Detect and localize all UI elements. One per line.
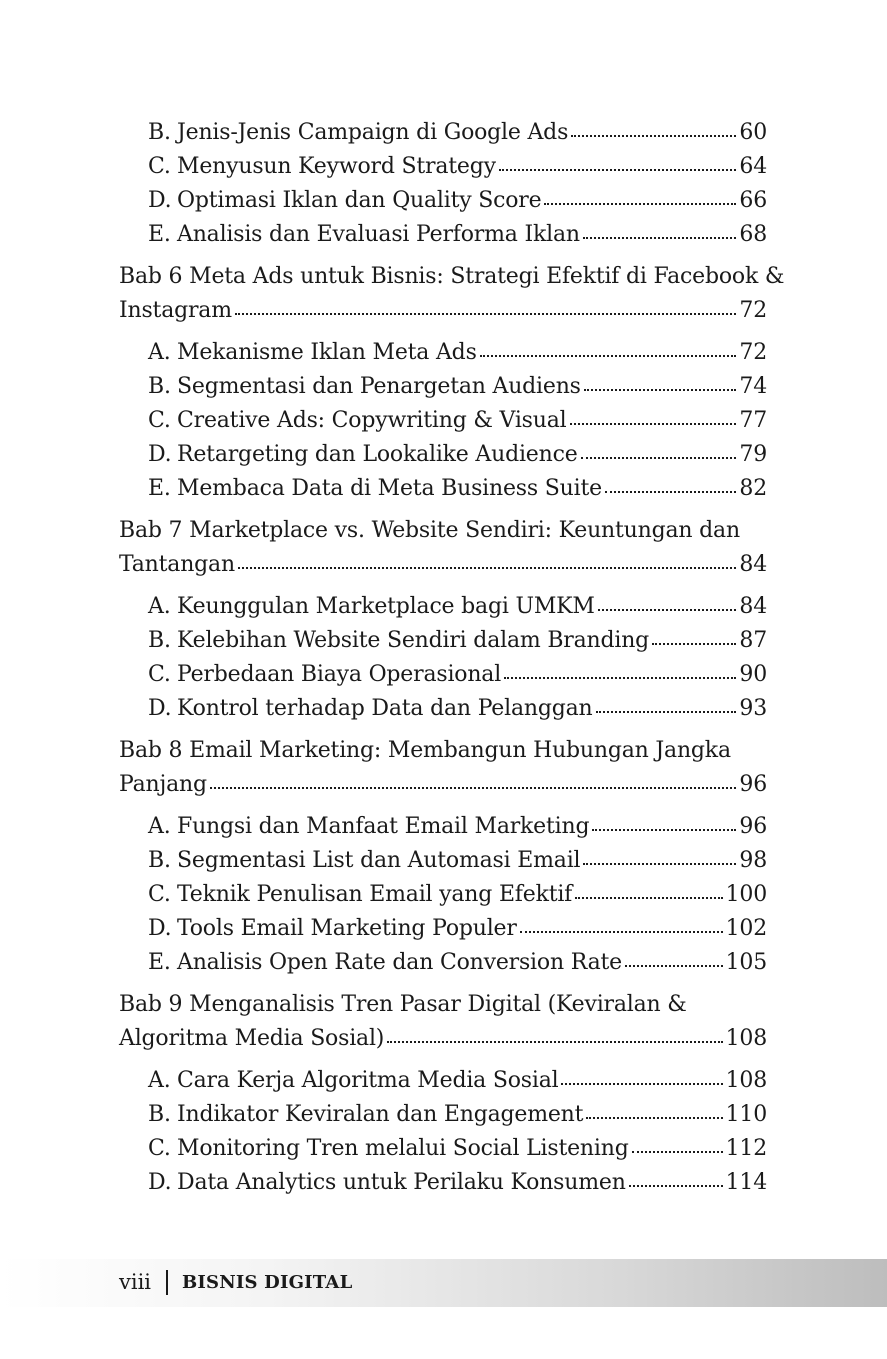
- chapter-title-line2: Panjang: [119, 772, 207, 797]
- chapter-title-line1: Bab 8 Email Marketing: Membangun Hubungan Jangka: [119, 738, 731, 763]
- subentry-letter: D.: [148, 696, 172, 721]
- footer-book-title: BISNIS DIGITAL: [182, 1272, 353, 1293]
- subentry-title: Data Analytics untuk Perilaku Konsumen: [177, 1170, 626, 1195]
- subentry-title: Cara Kerja Algoritma Media Sosial: [177, 1068, 559, 1093]
- toc-subentry: [0, 810, 887, 844]
- subentry-letter: B.: [148, 374, 171, 399]
- subentry-title: Mekanisme Iklan Meta Ads: [177, 340, 477, 365]
- subentry-title: Creative Ads: Copywriting & Visual: [177, 408, 567, 433]
- subentry-page: 90: [739, 662, 767, 687]
- dot-leader: [210, 771, 737, 791]
- subentry-page: 112: [725, 1136, 767, 1161]
- chapter-title-line2: Algoritma Media Sosial): [119, 1026, 385, 1051]
- dot-leader: [605, 475, 736, 495]
- toc-subentry: [0, 1132, 887, 1166]
- toc-subentry: [0, 218, 887, 252]
- chapter-page: 72: [739, 298, 767, 323]
- subentry-letter: C.: [148, 154, 171, 179]
- subentry-letter: B.: [148, 1102, 171, 1127]
- toc-subentry: [0, 658, 887, 692]
- subentry-title: Teknik Penulisan Email yang Efektif: [177, 882, 573, 907]
- toc-subentry: [0, 472, 887, 506]
- subentry-letter: B.: [148, 120, 171, 145]
- subentry-page: 82: [739, 476, 767, 501]
- dot-leader: [629, 1169, 723, 1189]
- dot-leader: [561, 1067, 722, 1087]
- subentry-title: Fungsi dan Manfaat Email Marketing: [177, 814, 590, 839]
- subentry-letter: B.: [148, 848, 171, 873]
- toc-subentry: [0, 150, 887, 184]
- chapter-title-line1: Bab 7 Marketplace vs. Website Sendiri: Keuntungan dan: [119, 518, 740, 543]
- subentry-title: Analisis dan Evaluasi Performa Iklan: [177, 222, 580, 247]
- dot-leader: [652, 627, 736, 647]
- toc-subentry: [0, 336, 887, 370]
- dot-leader: [544, 187, 736, 207]
- subentry-page: 93: [739, 696, 767, 721]
- toc-subentry: [0, 624, 887, 658]
- subentry-title: Segmentasi dan Penargetan Audiens: [177, 374, 581, 399]
- subentry-page: 108: [725, 1068, 767, 1093]
- subentry-letter: C.: [148, 1136, 171, 1161]
- subentry-letter: D.: [148, 188, 172, 213]
- dot-leader: [632, 1135, 723, 1155]
- subentry-letter: A.: [148, 1068, 171, 1093]
- footer-page-number: viii: [119, 1270, 152, 1294]
- toc-subentry: [0, 946, 887, 980]
- dot-leader: [575, 881, 722, 901]
- dot-leader: [586, 1101, 722, 1121]
- toc-subentry: [0, 116, 887, 150]
- subentry-title: Keunggulan Marketplace bagi UMKM: [177, 594, 595, 619]
- dot-leader: [571, 119, 736, 139]
- subentry-page: 60: [739, 120, 767, 145]
- subentry-page: 114: [725, 1170, 767, 1195]
- table-of-contents: [0, 116, 887, 1200]
- dot-leader: [480, 339, 737, 359]
- toc-chapter-8: [0, 734, 887, 802]
- dot-leader: [583, 221, 737, 241]
- toc-subentry: [0, 878, 887, 912]
- subentry-letter: A.: [148, 340, 171, 365]
- subentry-letter: B.: [148, 628, 171, 653]
- subentry-letter: E.: [148, 950, 171, 975]
- subentry-page: 77: [739, 408, 767, 433]
- subentry-title: Indikator Keviralan dan Engagement: [177, 1102, 584, 1127]
- subentry-title: Menyusun Keyword Strategy: [177, 154, 496, 179]
- dot-leader: [520, 915, 723, 935]
- chapter-page: 96: [739, 772, 767, 797]
- subentry-page: 84: [739, 594, 767, 619]
- subentry-letter: E.: [148, 476, 171, 501]
- chapter-title-line1: Bab 6 Meta Ads untuk Bisnis: Strategi Efektif di Facebook &: [119, 264, 785, 289]
- toc-subentry: [0, 404, 887, 438]
- dot-leader: [625, 949, 723, 969]
- toc-subentry: [0, 1166, 887, 1200]
- toc-subentry: [0, 844, 887, 878]
- toc-subentry: [0, 912, 887, 946]
- subentry-title: Kontrol terhadap Data dan Pelanggan: [177, 696, 593, 721]
- dot-leader: [596, 695, 737, 715]
- subentry-page: 102: [725, 916, 767, 941]
- footer-divider: [166, 1270, 168, 1295]
- subentry-title: Kelebihan Website Sendiri dalam Branding: [177, 628, 650, 653]
- toc-subentry: [0, 184, 887, 218]
- dot-leader: [584, 373, 737, 393]
- subentry-letter: D.: [148, 442, 172, 467]
- subentry-page: 100: [725, 882, 767, 907]
- chapter-title-line2: Instagram: [119, 298, 232, 323]
- dot-leader: [570, 407, 737, 427]
- subentry-letter: A.: [148, 594, 171, 619]
- subentry-page: 96: [739, 814, 767, 839]
- dot-leader: [504, 661, 736, 681]
- chapter-title-line1: Bab 9 Menganalisis Tren Pasar Digital (Keviralan &: [119, 992, 687, 1017]
- subentry-title: Monitoring Tren melalui Social Listening: [177, 1136, 629, 1161]
- subentry-page: 79: [739, 442, 767, 467]
- subentry-page: 64: [739, 154, 767, 179]
- chapter-page: 84: [739, 552, 767, 577]
- subentry-title: Membaca Data di Meta Business Suite: [177, 476, 602, 501]
- chapter-page: 108: [725, 1026, 767, 1051]
- dot-leader: [235, 297, 737, 317]
- subentry-page: 110: [725, 1102, 767, 1127]
- subentry-title: Retargeting dan Lookalike Audience: [177, 442, 578, 467]
- subentry-page: 68: [739, 222, 767, 247]
- subentry-letter: D.: [148, 1170, 172, 1195]
- subentry-letter: C.: [148, 882, 171, 907]
- dot-leader: [387, 1025, 722, 1045]
- subentry-title: Optimasi Iklan dan Quality Score: [177, 188, 542, 213]
- toc-subentry: [0, 438, 887, 472]
- subentry-title: Analisis Open Rate dan Conversion Rate: [177, 950, 622, 975]
- subentry-letter: A.: [148, 814, 171, 839]
- toc-subentry: [0, 1064, 887, 1098]
- subentry-title: Segmentasi List dan Automasi Email: [177, 848, 581, 873]
- subentry-title: Jenis-Jenis Campaign di Google Ads: [177, 120, 569, 145]
- toc-subentry: [0, 370, 887, 404]
- dot-leader: [592, 813, 736, 833]
- toc-subentry: [0, 692, 887, 726]
- toc-chapter-6: [0, 260, 887, 328]
- toc-subentry: [0, 590, 887, 624]
- subentry-page: 72: [739, 340, 767, 365]
- toc-chapter-7: [0, 514, 887, 582]
- subentry-page: 87: [739, 628, 767, 653]
- dot-leader: [499, 153, 737, 173]
- toc-subentry: [0, 1098, 887, 1132]
- subentry-letter: D.: [148, 916, 172, 941]
- subentry-letter: C.: [148, 408, 171, 433]
- subentry-page: 105: [725, 950, 767, 975]
- dot-leader: [238, 551, 736, 571]
- toc-chapter-9: [0, 988, 887, 1056]
- subentry-page: 98: [739, 848, 767, 873]
- dot-leader: [581, 441, 737, 461]
- dot-leader: [598, 593, 737, 613]
- subentry-title: Tools Email Marketing Populer: [177, 916, 517, 941]
- subentry-page: 74: [739, 374, 767, 399]
- subentry-letter: E.: [148, 222, 171, 247]
- subentry-title: Perbedaan Biaya Operasional: [177, 662, 502, 687]
- dot-leader: [583, 847, 736, 867]
- subentry-page: 66: [739, 188, 767, 213]
- chapter-title-line2: Tantangan: [119, 552, 235, 577]
- subentry-letter: C.: [148, 662, 171, 687]
